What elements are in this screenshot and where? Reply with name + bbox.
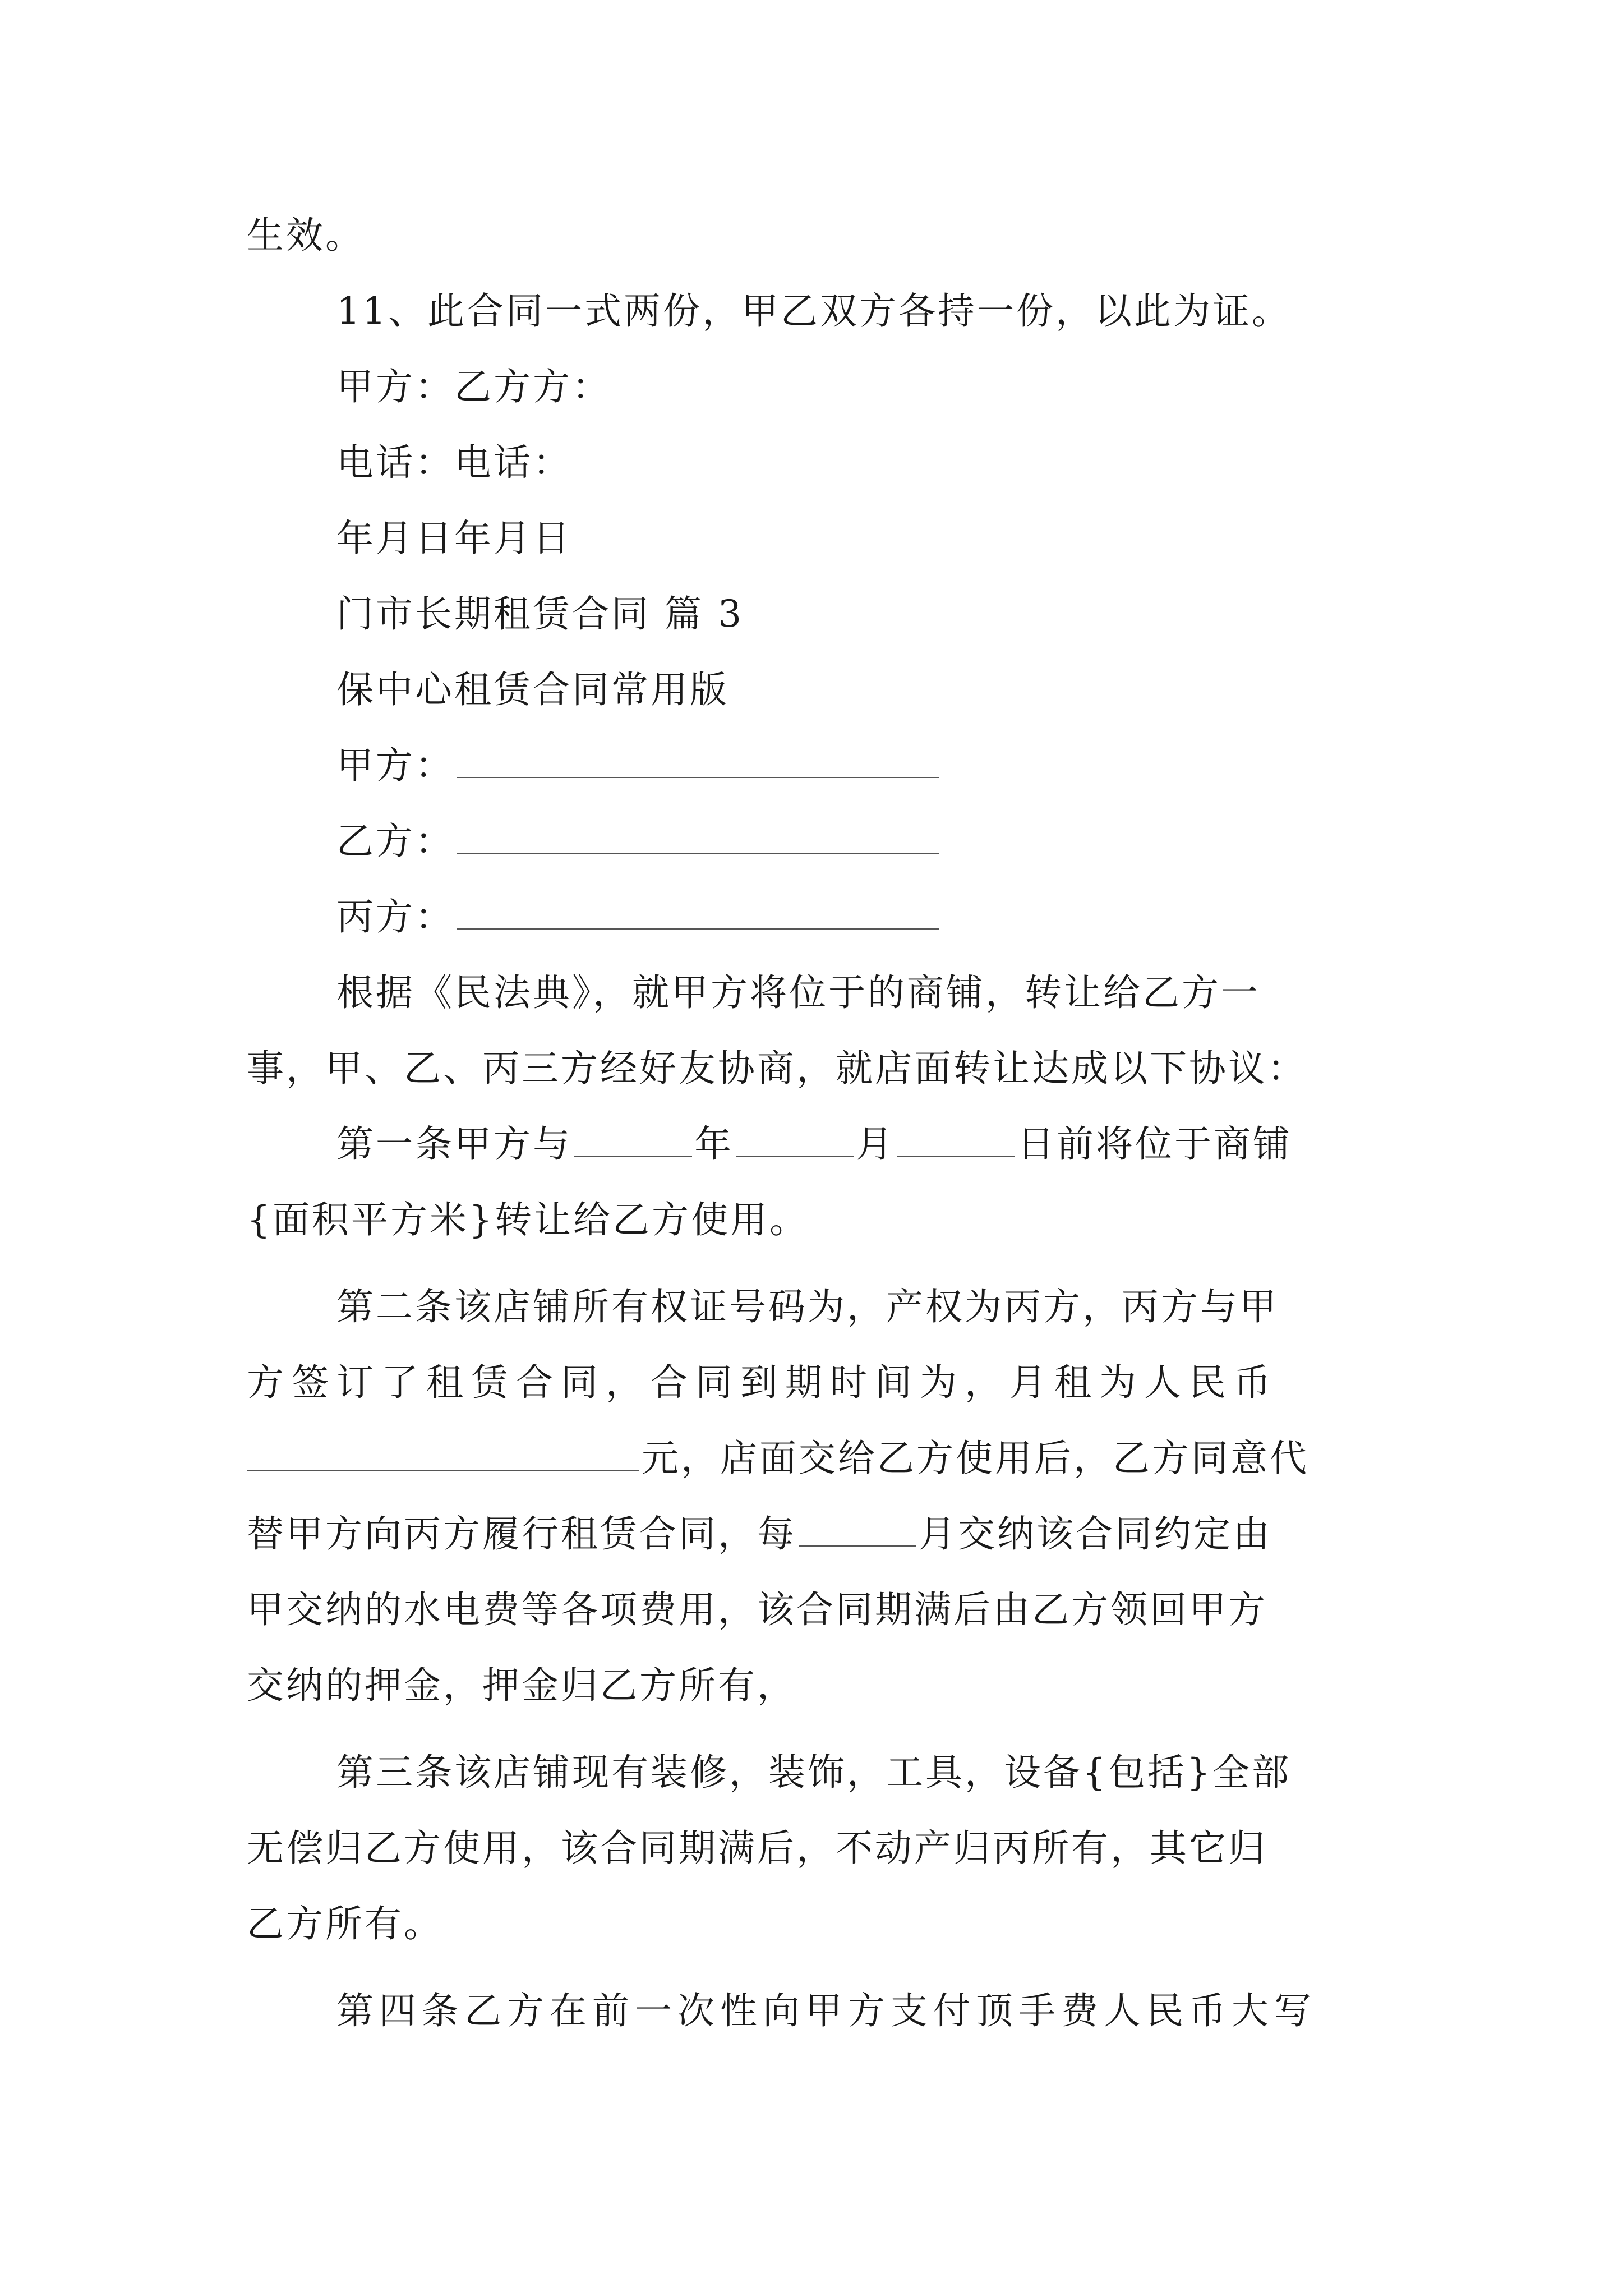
period-blank — [799, 1508, 916, 1547]
text-line: 生效。 — [247, 214, 365, 257]
article-3-line-2: 无偿归乙方使用，该合同期满后，不动产归丙所有，其它归 — [247, 1826, 1267, 1870]
party-c-blank — [457, 891, 939, 930]
month-blank — [736, 1119, 854, 1157]
article-1-text-b: 年 — [694, 1122, 734, 1166]
rent-amount-blank — [247, 1433, 639, 1471]
article-2-line-2: 方签订了租赁合同，合同到期时间为，月租为人民币 — [247, 1361, 1279, 1404]
article-2-text-yuan: 元，店面交给乙方使用后，乙方同意代 — [642, 1437, 1309, 1480]
article-2-line-6: 交纳的押金，押金归乙方所有， — [247, 1664, 796, 1707]
party-b-blank — [457, 816, 939, 854]
party-a-label: 甲方： — [336, 744, 454, 787]
article-3-line-3: 乙方所有。 — [247, 1902, 443, 1945]
section-heading: 门市长期租赁合同 篇 3 — [336, 592, 744, 636]
signature-date-line: 年月日年月日 — [336, 517, 572, 560]
article-1-text-a: 第一条甲方与 — [336, 1122, 572, 1166]
party-b-field — [336, 813, 941, 869]
article-4-line-1: 第四条乙方在前一次性向甲方支付顶手费人民币大写 — [336, 1989, 1317, 2032]
preamble-line-1: 根据《民法典》，就甲方将位于的商铺，转让给乙方一 — [336, 971, 1260, 1014]
year-blank — [574, 1119, 692, 1157]
article-2-line-1: 第二条该店铺所有权证号码为，产权为丙方，丙方与甲 — [336, 1285, 1279, 1328]
article-1-line-1 — [336, 1116, 1292, 1172]
article-2-line-4 — [247, 1506, 1272, 1562]
party-c-label: 丙方： — [336, 895, 454, 938]
article-1-text-d: 日前将位于商铺 — [1017, 1122, 1292, 1166]
preamble-line-2: 事，甲、乙、丙三方经好友协商，就店面转让达成以下协议： — [247, 1047, 1307, 1090]
article-1-line-2: {面积平方米}转让给乙方使用。 — [247, 1198, 809, 1241]
signature-party-line: 甲方：乙方方： — [336, 365, 611, 408]
party-c-field — [336, 889, 941, 945]
party-b-label: 乙方： — [336, 820, 454, 863]
article-1-text-c: 月 — [856, 1122, 895, 1166]
clause-11: 11、此合同一式两份，甲乙双方各持一份，以此为证。 — [336, 289, 1291, 333]
article-2-text-every: 替甲方向丙方履行租赁合同，每 — [247, 1512, 796, 1556]
article-2-line-3 — [247, 1430, 1309, 1487]
article-2-text-month: 月交纳该合同约定由 — [919, 1512, 1272, 1556]
contract-title: 保中心租赁合同常用版 — [336, 668, 729, 711]
article-2-line-5: 甲交纳的水电费等各项费用，该合同期满后由乙方领回甲方 — [247, 1588, 1267, 1631]
article-3-line-1: 第三条该店铺现有装修，装饰，工具，设备{包括}全部 — [336, 1751, 1291, 1794]
party-a-blank — [457, 740, 939, 778]
signature-phone-line: 电话：电话： — [336, 441, 572, 484]
day-blank — [897, 1119, 1015, 1157]
party-a-field — [336, 738, 941, 794]
